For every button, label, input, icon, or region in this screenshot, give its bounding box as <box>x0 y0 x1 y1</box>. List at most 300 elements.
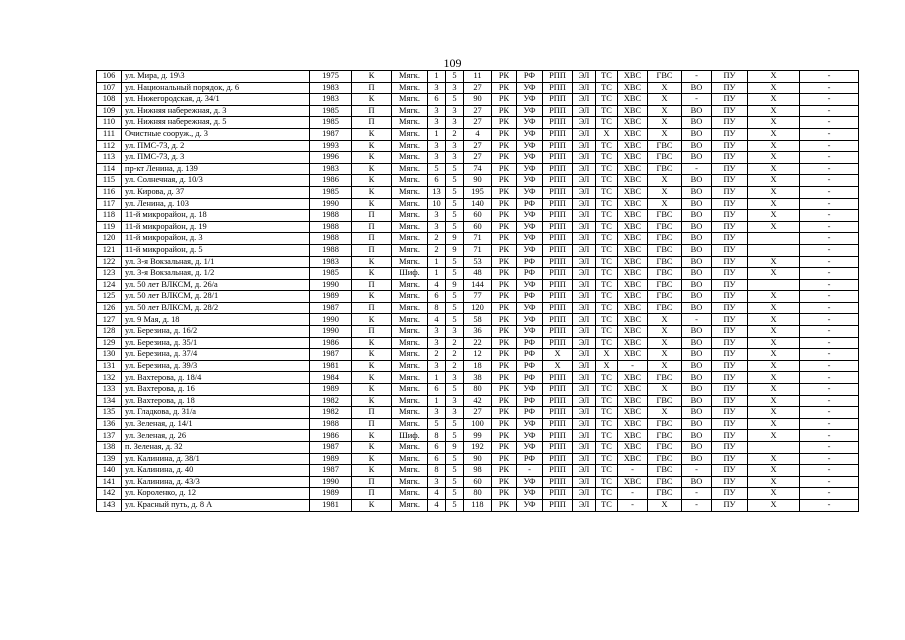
col-last-cell: - <box>800 152 859 164</box>
wall-material-cell: К <box>352 430 392 442</box>
col-pu-cell: ПУ <box>712 418 748 430</box>
col-rk-cell: РК <box>492 105 517 117</box>
address-cell: ул. 50 лет ВЛКСМ, д. 28/2 <box>122 302 310 314</box>
col-rpp-cell: РПП <box>543 314 573 326</box>
col-heating-cell: ТС <box>596 210 618 222</box>
floors-cell: 2 <box>446 128 464 140</box>
wall-material-cell: П <box>352 244 392 256</box>
col-rk-cell: РК <box>492 210 517 222</box>
entrances-cell: 3 <box>428 152 446 164</box>
col-cold-water-cell: ХВС <box>618 349 648 361</box>
entrances-cell: 6 <box>428 291 446 303</box>
col-x-cell: Х <box>748 360 800 372</box>
col-rk-cell: РК <box>492 221 517 233</box>
col-cold-water-cell: ХВС <box>618 279 648 291</box>
row-number-cell: 141 <box>97 476 122 488</box>
col-pu-cell: ПУ <box>712 210 748 222</box>
col-cold-water-cell: ХВС <box>618 244 648 256</box>
col-last-cell: - <box>800 233 859 245</box>
col-heating-cell: ТС <box>596 268 618 280</box>
row-number-cell: 126 <box>97 302 122 314</box>
row-number-cell: 142 <box>97 488 122 500</box>
year-built-cell: 1985 <box>310 186 352 198</box>
col-last-cell: - <box>800 291 859 303</box>
col-last-cell: - <box>800 268 859 280</box>
col-rpp-cell: РПП <box>543 128 573 140</box>
year-built-cell: 1987 <box>310 302 352 314</box>
col-facade-cell: УФ <box>517 186 543 198</box>
apartments-cell: 118 <box>464 499 492 511</box>
apartments-cell: 48 <box>464 268 492 280</box>
col-rk-cell: РК <box>492 326 517 338</box>
col-cold-water-cell: ХВС <box>618 407 648 419</box>
col-cold-water-cell: ХВС <box>618 82 648 94</box>
col-heating-cell: ТС <box>596 244 618 256</box>
col-cold-water-cell: ХВС <box>618 326 648 338</box>
col-pu-cell: ПУ <box>712 372 748 384</box>
address-cell: ул. Ленина, д. 103 <box>122 198 310 210</box>
col-rpp-cell: РПП <box>543 152 573 164</box>
col-rk-cell: РК <box>492 117 517 129</box>
table-row <box>97 140 859 152</box>
col-cold-water-cell: ХВС <box>618 372 648 384</box>
col-pu-cell: ПУ <box>712 140 748 152</box>
row-number-cell: 119 <box>97 221 122 233</box>
row-number-cell: 123 <box>97 268 122 280</box>
col-rk-cell: РК <box>492 233 517 245</box>
col-heating-cell: ТС <box>596 221 618 233</box>
wall-material-cell: К <box>352 186 392 198</box>
row-number-cell: 113 <box>97 152 122 164</box>
col-rk-cell: РК <box>492 198 517 210</box>
col-last-cell: - <box>800 418 859 430</box>
col-heating-cell: ТС <box>596 94 618 106</box>
year-built-cell: 1993 <box>310 140 352 152</box>
wall-material-cell: К <box>352 499 392 511</box>
col-hot-water-cell: ГВС <box>648 71 682 83</box>
col-sewerage-cell: - <box>682 488 712 500</box>
col-electric-cell: ЭЛ <box>573 442 596 454</box>
col-pu-cell: ПУ <box>712 360 748 372</box>
row-number-cell: 115 <box>97 175 122 187</box>
apartments-cell: 60 <box>464 476 492 488</box>
col-heating-cell: ТС <box>596 337 618 349</box>
table-row <box>97 279 859 291</box>
year-built-cell: 1983 <box>310 256 352 268</box>
col-facade-cell: РФ <box>517 453 543 465</box>
col-facade-cell: РФ <box>517 372 543 384</box>
col-hot-water-cell: ГВС <box>648 268 682 280</box>
col-pu-cell: ПУ <box>712 465 748 477</box>
table-row <box>97 94 859 106</box>
floors-cell: 3 <box>446 372 464 384</box>
col-rk-cell: РК <box>492 244 517 256</box>
entrances-cell: 2 <box>428 244 446 256</box>
wall-material-cell: К <box>352 256 392 268</box>
col-x-cell: Х <box>748 337 800 349</box>
wall-material-cell: К <box>352 360 392 372</box>
col-hot-water-cell: Х <box>648 198 682 210</box>
entrances-cell: 3 <box>428 360 446 372</box>
col-hot-water-cell: Х <box>648 175 682 187</box>
col-heating-cell: ТС <box>596 488 618 500</box>
col-electric-cell: ЭЛ <box>573 105 596 117</box>
col-pu-cell: ПУ <box>712 175 748 187</box>
year-built-cell: 1989 <box>310 453 352 465</box>
col-last-cell: - <box>800 82 859 94</box>
col-hot-water-cell: ГВС <box>648 291 682 303</box>
table-row <box>97 291 859 303</box>
address-cell: ул. Нижняя набережная, д. 3 <box>122 105 310 117</box>
col-rk-cell: РК <box>492 128 517 140</box>
col-cold-water-cell: ХВС <box>618 233 648 245</box>
roof-type-cell: Мягк. <box>392 198 428 210</box>
col-facade-cell: РФ <box>517 407 543 419</box>
col-rk-cell: РК <box>492 499 517 511</box>
year-built-cell: 1975 <box>310 71 352 83</box>
col-facade-cell: РФ <box>517 198 543 210</box>
col-x-cell: Х <box>748 465 800 477</box>
col-sewerage-cell: ВО <box>682 302 712 314</box>
floors-cell: 5 <box>446 186 464 198</box>
col-heating-cell: ТС <box>596 256 618 268</box>
entrances-cell: 5 <box>428 418 446 430</box>
col-hot-water-cell: ГВС <box>648 430 682 442</box>
table-row <box>97 210 859 222</box>
table-row <box>97 128 859 140</box>
col-pu-cell: ПУ <box>712 314 748 326</box>
col-heating-cell: ТС <box>596 442 618 454</box>
col-sewerage-cell: ВО <box>682 384 712 396</box>
floors-cell: 5 <box>446 198 464 210</box>
apartments-cell: 144 <box>464 279 492 291</box>
wall-material-cell: К <box>352 152 392 164</box>
col-hot-water-cell: ГВС <box>648 152 682 164</box>
roof-type-cell: Мягк. <box>392 94 428 106</box>
table-row <box>97 221 859 233</box>
col-electric-cell: ЭЛ <box>573 128 596 140</box>
col-cold-water-cell: - <box>618 488 648 500</box>
apartments-cell: 71 <box>464 244 492 256</box>
col-hot-water-cell: Х <box>648 105 682 117</box>
col-sewerage-cell: ВО <box>682 128 712 140</box>
address-cell: ул. Калинина, д. 43/3 <box>122 476 310 488</box>
year-built-cell: 1982 <box>310 407 352 419</box>
col-electric-cell: ЭЛ <box>573 82 596 94</box>
col-pu-cell: ПУ <box>712 105 748 117</box>
col-sewerage-cell: ВО <box>682 175 712 187</box>
year-built-cell: 1990 <box>310 476 352 488</box>
col-sewerage-cell: ВО <box>682 233 712 245</box>
col-heating-cell: ТС <box>596 105 618 117</box>
wall-material-cell: П <box>352 302 392 314</box>
address-cell: ул. Нижняя набережная, д. 5 <box>122 117 310 129</box>
row-number-cell: 117 <box>97 198 122 210</box>
apartments-cell: 90 <box>464 453 492 465</box>
col-x-cell: Х <box>748 117 800 129</box>
floors-cell: 3 <box>446 82 464 94</box>
col-last-cell: - <box>800 117 859 129</box>
col-electric-cell: ЭЛ <box>573 198 596 210</box>
wall-material-cell: К <box>352 175 392 187</box>
wall-material-cell: П <box>352 407 392 419</box>
floors-cell: 5 <box>446 465 464 477</box>
col-rk-cell: РК <box>492 476 517 488</box>
address-cell: п. Зеленая, д. 32 <box>122 442 310 454</box>
year-built-cell: 1988 <box>310 233 352 245</box>
entrances-cell: 3 <box>428 210 446 222</box>
apartments-cell: 11 <box>464 71 492 83</box>
table-row <box>97 152 859 164</box>
col-hot-water-cell: Х <box>648 117 682 129</box>
floors-cell: 9 <box>446 442 464 454</box>
col-last-cell: - <box>800 244 859 256</box>
row-number-cell: 127 <box>97 314 122 326</box>
apartments-cell: 195 <box>464 186 492 198</box>
roof-type-cell: Мягк. <box>392 233 428 245</box>
col-sewerage-cell: ВО <box>682 82 712 94</box>
col-electric-cell: ЭЛ <box>573 210 596 222</box>
roof-type-cell: Шиф. <box>392 430 428 442</box>
col-cold-water-cell: ХВС <box>618 198 648 210</box>
col-heating-cell: ТС <box>596 465 618 477</box>
col-rpp-cell: РПП <box>543 279 573 291</box>
col-rpp-cell: РПП <box>543 302 573 314</box>
address-cell: ул. Зеленая, д. 26 <box>122 430 310 442</box>
col-cold-water-cell: - <box>618 465 648 477</box>
col-heating-cell: ТС <box>596 372 618 384</box>
wall-material-cell: К <box>352 349 392 361</box>
entrances-cell: 6 <box>428 442 446 454</box>
row-number-cell: 131 <box>97 360 122 372</box>
year-built-cell: 1983 <box>310 82 352 94</box>
col-pu-cell: ПУ <box>712 233 748 245</box>
year-built-cell: 1988 <box>310 418 352 430</box>
col-rpp-cell: РПП <box>543 71 573 83</box>
apartments-cell: 27 <box>464 117 492 129</box>
col-sewerage-cell: ВО <box>682 476 712 488</box>
entrances-cell: 8 <box>428 302 446 314</box>
col-x-cell: Х <box>748 372 800 384</box>
col-sewerage-cell: - <box>682 314 712 326</box>
col-pu-cell: ПУ <box>712 384 748 396</box>
col-cold-water-cell: ХВС <box>618 128 648 140</box>
col-rpp-cell: Х <box>543 360 573 372</box>
col-facade-cell: УФ <box>517 442 543 454</box>
col-sewerage-cell: ВО <box>682 395 712 407</box>
roof-type-cell: Мягк. <box>392 372 428 384</box>
col-heating-cell: ТС <box>596 175 618 187</box>
roof-type-cell: Мягк. <box>392 476 428 488</box>
apartments-cell: 99 <box>464 430 492 442</box>
col-heating-cell: ТС <box>596 430 618 442</box>
col-cold-water-cell: ХВС <box>618 291 648 303</box>
floors-cell: 5 <box>446 256 464 268</box>
address-cell: 11-й микрорайон, д. 3 <box>122 233 310 245</box>
col-sewerage-cell: ВО <box>682 198 712 210</box>
col-hot-water-cell: ГВС <box>648 476 682 488</box>
address-cell: ул. Кирова, д. 37 <box>122 186 310 198</box>
year-built-cell: 1986 <box>310 175 352 187</box>
apartments-cell: 18 <box>464 360 492 372</box>
year-built-cell: 1982 <box>310 395 352 407</box>
col-rk-cell: РК <box>492 384 517 396</box>
entrances-cell: 1 <box>428 71 446 83</box>
col-sewerage-cell: - <box>682 499 712 511</box>
col-x-cell: Х <box>748 94 800 106</box>
col-electric-cell: ЭЛ <box>573 430 596 442</box>
col-x-cell: Х <box>748 82 800 94</box>
col-sewerage-cell: ВО <box>682 186 712 198</box>
table-row <box>97 407 859 419</box>
col-pu-cell: ПУ <box>712 198 748 210</box>
apartments-cell: 38 <box>464 372 492 384</box>
row-number-cell: 128 <box>97 326 122 338</box>
col-rk-cell: РК <box>492 430 517 442</box>
apartments-cell: 4 <box>464 128 492 140</box>
col-heating-cell: ТС <box>596 302 618 314</box>
col-facade-cell: УФ <box>517 233 543 245</box>
row-number-cell: 138 <box>97 442 122 454</box>
col-pu-cell: ПУ <box>712 499 748 511</box>
floors-cell: 9 <box>446 233 464 245</box>
year-built-cell: 1983 <box>310 94 352 106</box>
col-pu-cell: ПУ <box>712 337 748 349</box>
apartments-cell: 27 <box>464 407 492 419</box>
table-row <box>97 302 859 314</box>
col-sewerage-cell: ВО <box>682 360 712 372</box>
col-hot-water-cell: ГВС <box>648 210 682 222</box>
col-pu-cell: ПУ <box>712 407 748 419</box>
col-heating-cell: ТС <box>596 117 618 129</box>
wall-material-cell: К <box>352 442 392 454</box>
col-x-cell: Х <box>748 349 800 361</box>
year-built-cell: 1987 <box>310 442 352 454</box>
address-cell: ул. Красный путь, д. 8 А <box>122 499 310 511</box>
year-built-cell: 1988 <box>310 244 352 256</box>
row-number-cell: 118 <box>97 210 122 222</box>
floors-cell: 5 <box>446 268 464 280</box>
address-cell: пр-кт Ленина, д. 139 <box>122 163 310 175</box>
row-number-cell: 133 <box>97 384 122 396</box>
col-heating-cell: ТС <box>596 476 618 488</box>
table-row <box>97 186 859 198</box>
col-x-cell: Х <box>748 221 800 233</box>
col-cold-water-cell: ХВС <box>618 384 648 396</box>
row-number-cell: 114 <box>97 163 122 175</box>
col-electric-cell: ЭЛ <box>573 488 596 500</box>
wall-material-cell: К <box>352 337 392 349</box>
row-number-cell: 129 <box>97 337 122 349</box>
row-number-cell: 121 <box>97 244 122 256</box>
apartments-cell: 22 <box>464 337 492 349</box>
apartments-cell: 192 <box>464 442 492 454</box>
address-cell: ул. 50 лет ВЛКСМ, д. 26/а <box>122 279 310 291</box>
wall-material-cell: П <box>352 418 392 430</box>
col-electric-cell: ЭЛ <box>573 268 596 280</box>
roof-type-cell: Мягк. <box>392 407 428 419</box>
col-last-cell: - <box>800 302 859 314</box>
year-built-cell: 1981 <box>310 499 352 511</box>
col-facade-cell: РФ <box>517 256 543 268</box>
floors-cell: 5 <box>446 163 464 175</box>
col-heating-cell: ТС <box>596 279 618 291</box>
roof-type-cell: Мягк. <box>392 163 428 175</box>
col-cold-water-cell: - <box>618 360 648 372</box>
floors-cell: 2 <box>446 337 464 349</box>
apartments-cell: 140 <box>464 198 492 210</box>
col-rpp-cell: РПП <box>543 407 573 419</box>
col-electric-cell: ЭЛ <box>573 140 596 152</box>
table-row <box>97 233 859 245</box>
year-built-cell: 1984 <box>310 372 352 384</box>
col-heating-cell: ТС <box>596 233 618 245</box>
col-last-cell: - <box>800 186 859 198</box>
col-heating-cell: Х <box>596 349 618 361</box>
roof-type-cell: Мягк. <box>392 128 428 140</box>
col-heating-cell: ТС <box>596 326 618 338</box>
apartments-cell: 27 <box>464 140 492 152</box>
col-last-cell: - <box>800 372 859 384</box>
col-pu-cell: ПУ <box>712 326 748 338</box>
col-rk-cell: РК <box>492 360 517 372</box>
address-cell: ул. Короленко, д. 12 <box>122 488 310 500</box>
col-cold-water-cell: ХВС <box>618 268 648 280</box>
table-row <box>97 105 859 117</box>
col-x-cell: Х <box>748 476 800 488</box>
col-electric-cell: ЭЛ <box>573 94 596 106</box>
wall-material-cell: К <box>352 198 392 210</box>
address-cell: Очистные сооруж., д. 3 <box>122 128 310 140</box>
table-row <box>97 198 859 210</box>
col-cold-water-cell: ХВС <box>618 302 648 314</box>
wall-material-cell: К <box>352 453 392 465</box>
col-electric-cell: ЭЛ <box>573 314 596 326</box>
row-number-cell: 124 <box>97 279 122 291</box>
col-sewerage-cell: ВО <box>682 279 712 291</box>
apartments-cell: 58 <box>464 314 492 326</box>
roof-type-cell: Мягк. <box>392 256 428 268</box>
col-last-cell: - <box>800 476 859 488</box>
col-pu-cell: ПУ <box>712 221 748 233</box>
table-row <box>97 453 859 465</box>
col-sewerage-cell: ВО <box>682 221 712 233</box>
wall-material-cell: К <box>352 163 392 175</box>
roof-type-cell: Шиф. <box>392 268 428 280</box>
col-cold-water-cell: ХВС <box>618 117 648 129</box>
table-row <box>97 117 859 129</box>
address-cell: ул. 50 лет ВЛКСМ, д. 28/1 <box>122 291 310 303</box>
col-x-cell <box>748 233 800 245</box>
floors-cell: 5 <box>446 302 464 314</box>
address-cell: ул. 9 Мая, д. 18 <box>122 314 310 326</box>
col-electric-cell: ЭЛ <box>573 372 596 384</box>
row-number-cell: 143 <box>97 499 122 511</box>
entrances-cell: 1 <box>428 128 446 140</box>
year-built-cell: 1983 <box>310 163 352 175</box>
col-electric-cell: ЭЛ <box>573 384 596 396</box>
col-facade-cell: РФ <box>517 337 543 349</box>
col-cold-water-cell: ХВС <box>618 221 648 233</box>
col-facade-cell: УФ <box>517 128 543 140</box>
entrances-cell: 3 <box>428 476 446 488</box>
table-row <box>97 71 859 83</box>
col-x-cell: Х <box>748 105 800 117</box>
col-rpp-cell: РПП <box>543 221 573 233</box>
housing-register-table <box>96 70 859 512</box>
col-last-cell: - <box>800 326 859 338</box>
col-last-cell: - <box>800 430 859 442</box>
